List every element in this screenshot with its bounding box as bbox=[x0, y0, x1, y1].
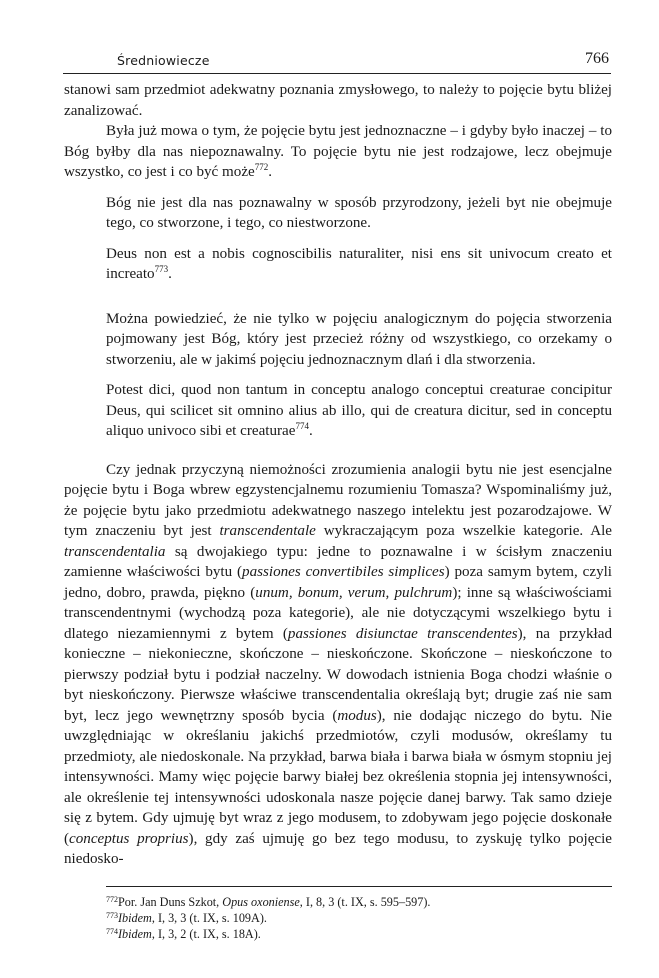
footnote-number: 774 bbox=[106, 927, 118, 936]
footnotes bbox=[106, 894, 612, 942]
quote-2-latin: Potest dici, quod non tantum in conceptu analogo conceptui creaturae concipitur Deus, qui scilicet sit omnino alius ab illo, qui de creatura dicitur, sed in conceptu aliquo univoco sibi et creaturae$^{774}$. bbox=[106, 382, 612, 439]
footnote-text: Por. Jan Duns Szkot, bbox=[118, 895, 223, 909]
latin-term: transcendentale bbox=[219, 523, 316, 539]
quote-text: Deus non est a nobis cognoscibilis naturaliter, nisi ens sit univocum creato et increato bbox=[106, 245, 612, 282]
footnote-title: Ibidem bbox=[118, 927, 152, 941]
footnote-772 bbox=[106, 894, 612, 910]
paragraph-transcendentalia bbox=[64, 460, 612, 870]
latin-term: modus bbox=[337, 707, 377, 724]
text-run: ), na przykład konieczne – niekonieczne, skończone – nieskończone. Skończone – nieskończone to pierwszy podział bytu i podział naczelny. W dowodach istnienia Boga chodzi właśnie o byt nieskończony. Pierwsze właściwe transcendentalia określają byt; drugie zaś nie sam byt, lecz jego wewnętrzny sposób bycia ( bbox=[64, 625, 612, 724]
text-run: są dwojakiego typu: jedne to poznawalne i w ścisłym znaczeniu zamienne właściwości bytu ( bbox=[64, 543, 612, 580]
footnote-title: Opus oxoniense bbox=[222, 895, 300, 909]
footnote-text: , I, 3, 2 (t. IX, s. 18A). bbox=[151, 927, 261, 941]
text-run: ) poza samym bytem, czyli jedno, dobro, prawda, piękno ( bbox=[64, 564, 613, 601]
paragraph-text: Była już mowa o tym, że pojęcie bytu jest jednoznaczne – i gdyby było inaczej – to Bóg byłby dla nas niepoznawalny. To pojęcie bytu nie jest rodzajowe, lecz obejmuje wszystko, co jest i co być może bbox=[64, 123, 612, 180]
main-text bbox=[64, 80, 612, 870]
footnote-ref: 773 bbox=[154, 264, 169, 274]
footnote-774 bbox=[106, 926, 612, 942]
footnote-text: , I, 3, 3 (t. IX, s. 109A). bbox=[151, 911, 267, 925]
text-run: Czy jednak przyczyną niemożności zrozumienia analogii bytu nie jest esencjalne pojęcie bytu i Boga wbrew egzystencjalnemu rozumieniu Tomasza? Wspominaliśmy już, że pojęcie bytu jako przedmiotu adekwatnego naszego intelektu jest pozarodzajowe. W tym znaczeniu byt jest bbox=[64, 461, 612, 539]
footnote-text: , I, 8, 3 (t. IX, s. 595–597). bbox=[299, 895, 431, 909]
text-run: ), nie dodając niczego do bytu. Nie uwzględniając w określaniu jakichś przedmiotów, czyli modusów, określamy tu przedmioty, ale niedoskonale. Na przykład, barwa biała i barwa biała w ósmym stopniu jej intensywności. Mamy więc pojęcie barwy białej bez określenia stopnia jej intensywności, ale określenie tej intensywności udoskonala nasze pojęcie danej barwy. Tak samo dzieje się z bytem. Gdy ujmuję byt wraz z jego modusem, to zdobywam jego pojęcie doskonałe ( bbox=[64, 707, 612, 847]
quote-2-polish: Można powiedzieć, że nie tylko w pojęciu analogicznym do pojęcia stworzenia pojmowany jest Bóg, który jest przecież różny od wszystkiego, co orzekamy o stworzeniu, ale w jakimś pojęciu jednoznacznym dlań i dla stworzenia. bbox=[106, 310, 612, 368]
footnote-number: 773 bbox=[106, 911, 118, 920]
footnote-title: Ibidem bbox=[118, 911, 152, 925]
latin-term: unum, bonum, verum, pulchrum bbox=[255, 584, 453, 601]
footnote-ref: 772 bbox=[254, 162, 269, 172]
latin-term: conceptus proprius bbox=[69, 830, 189, 847]
text-run: ); inne są właściwościami transcendentnymi (wychodzą poza kategorie), ale nie dotyczącymi wszelkiego bytu i dlatego niezamiennymi z bytem ( bbox=[64, 584, 613, 642]
running-title: Średniowiecze bbox=[117, 53, 210, 68]
latin-term: passiones convertibiles simplices bbox=[242, 564, 445, 580]
page-header bbox=[63, 46, 611, 70]
footnote-ref: 774 bbox=[295, 421, 309, 431]
quote-1-polish: Bóg nie jest dla nas poznawalny w sposób przyrodzony, jeżeli byt nie obejmuje tego, co stworzone, i tego, co niestworzone. bbox=[106, 194, 612, 231]
latin-term: passiones disiunctae transcendentes bbox=[287, 625, 518, 642]
footnote-number: 772 bbox=[106, 895, 118, 904]
page-number: 766 bbox=[585, 50, 609, 67]
text-run: wykraczającym poza wszelkie kategorie. Ale bbox=[315, 523, 612, 539]
quote-text: Potest dici, quod non tantum in conceptu analogo conceptui creaturae concipitur Deus, qui scilicet sit omnino alius ab illo, qui de creatura dicitur, sed in conceptu aliquo univoco sibi et creaturae bbox=[106, 382, 612, 439]
footnote-773 bbox=[106, 910, 612, 926]
quote-1-latin: Deus non est a nobis cognoscibilis naturaliter, nisi ens sit univocum creato et increato$^{773}$. bbox=[106, 245, 612, 282]
header-divider bbox=[63, 73, 611, 74]
paragraph-univocity: Była już mowa o tym, że pojęcie bytu jest jednoznaczne – i gdyby było inaczej – to Bóg byłby dla nas niepoznawalny. To pojęcie bytu nie jest rodzajowe, lecz obejmuje wszystko, co jest i co być może$^{772}$. bbox=[64, 123, 612, 180]
latin-term: transcendentalia bbox=[64, 543, 166, 560]
paragraph-continuation: stanowi sam przedmiot adekwatny poznania zmysłowego, to należy to pojęcie bytu bliżej zanalizować. bbox=[64, 82, 612, 119]
footnote-divider bbox=[106, 886, 612, 887]
text-run: ), gdy zaś ujmuję go bez tego modusu, to zyskuję tylko pojęcie niedosko- bbox=[64, 830, 612, 867]
